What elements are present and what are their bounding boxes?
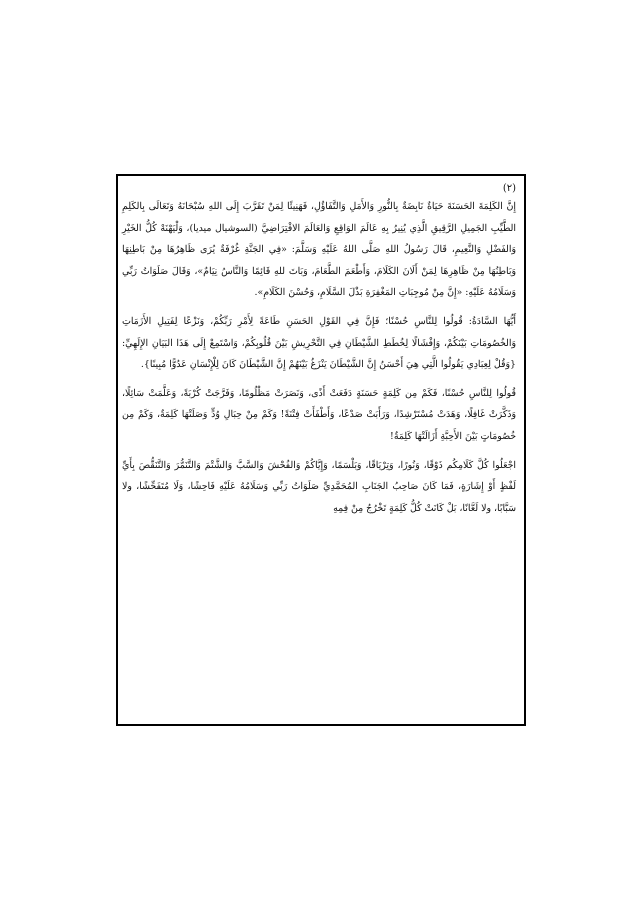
paragraph-2: أَيُّهَا السَّادَةُ: قُولُوا لِلنَّاسِ حُسْنًا؛ فَإِنَّ فِي القَوْلِ الحَسَنِ طَاعَةً لِأَمْرِ رَبِّكُمْ، وَنَزْعًا لِفَتِيلِ الأَزَمَاتِ وَالخُصُومَاتِ بَيْنَكُمْ، وَإِفْشَالًا لِخُطَطِ الشَّيْطَانِ فِي التَّحْرِيشِ بَيْنَ قُلُوبِكُمْ، وَاسْتَمِعْ إِلَى هَذَا البَيَانِ الإِلَهِيِّ: {وَقُلْ لِعِبَادِي يَقُولُوا الَّتِي هِيَ أَحْسَنُ إِنَّ الشَّيْطَانَ يَنْزَغُ بَيْنَهُمْ إِنَّ الشَّيْطَانَ كَانَ لِلْإِنْسَانِ عَدُوًّا مُبِينًا}. (122, 315, 516, 371)
paragraph-3: قُولُوا لِلنَّاسِ حُسْنًا، فَكَمْ مِن كَلِمَةٍ حَسَنَةٍ دَفَعَتْ أَذًى، وَنَصَرَتْ مَظْلُومًا، وَفَرَّجَتْ كُرْبَةً، وَعَلَّمَتْ سَائِلًا، وَذَكَّرَتْ غَافِلًا، وَهَدَتْ مُسْتَرْشِدًا، وَرَأَبَتْ صَدْعًا، وَأَطْفَأَتْ فِتْنَةً! وَكَمْ مِنْ حِبَالِ وُدٍّ وَصَلَتْهَا كَلِمَةٌ، وَكَمْ مِن خُصُومَاتٍ بَيْنَ الأَحِبَّةِ أَزَالَتْهَا كَلِمَةٌ! (122, 387, 516, 442)
page-content (122, 182, 516, 519)
paragraph-4: اجْعَلُوا كُلَّ كَلَامِكُم ذَوْقًا، وَنُورًا، وَتِرْيَاقًا، وَبَلْسَمًا، وَإِيَّاكُمْ وَالفُحْشَ وَالسَّبَّ وَالشَّتْمَ وَالتَّنَمُّرَ وَالتَّنَقُّصَ بِأَيِّ لَفْظٍ أَوْ إِشَارَةٍ، فَمَا كَانَ صَاحِبُ الجَنَابِ المُحَمَّدِيِّ صَلَوَاتُ رَبِّي وَسَلَامُهُ عَلَيْهِ فَاحِشًا، وَلَا مُتَفَحِّشًا، ولا سَبَّابًا، ولا لَعَّانًا، بَلْ كَانَتْ كُلُّ كَلِمَةٍ تَخْرُجُ مِنْ فِمِهِ (122, 459, 516, 514)
paragraph-1: إِنَّ الكَلِمَةَ الحَسَنَةَ حَيَاةٌ نَابِضَةٌ بِالنُّورِ وَالأَمَلِ وَالتَّفَاؤُلِ، فَهَنِيئًا لِمَنْ تَقَرَّبَ إِلَى اللهِ سُبْحَانَهُ وَتَعَالَى بِالكَلِمِ الطَّيِّبِ الجَمِيلِ الرَّقِيقِ الَّذِي يُنِيرُ بِهِ عَالَمَ الوَاقِعِ وَالعَالَمَ الافْتِرَاضِيَّ (السوشيال ميديا)، وَلْيَهْنَهْ كُلُّ الخَيْرِ وَالفَضْلِ وَالنَّعِيمِ، قَالَ رَسُولُ اللهِ صَلَّى اللهُ عَلَيْهِ وَسَلَّمَ: «فِي الجَنَّةِ غُرْفَةٌ يُرَى ظَاهِرُهَا مِنْ بَاطِنِهَا وَبَاطِنُهَا مِنْ ظَاهِرِهَا لِمَنْ أَلَانَ الكَلَامَ، وَأَطْعَمَ الطَّعَامَ، وَبَاتَ للهِ قَائِمًا وَالنَّاسُ نِيَامٌ»، وَقَالَ صَلَوَاتُ رَبِّي وَسَلَامُهُ عَلَيْهِ: «إِنَّ مِنْ مُوجِبَاتِ المَغْفِرَةِ بَذْلَ السَّلَامِ، وَحُسْنَ الكَلَامِ». (122, 201, 516, 299)
page-number: (٢) (502, 183, 516, 194)
text-frame (116, 174, 526, 726)
